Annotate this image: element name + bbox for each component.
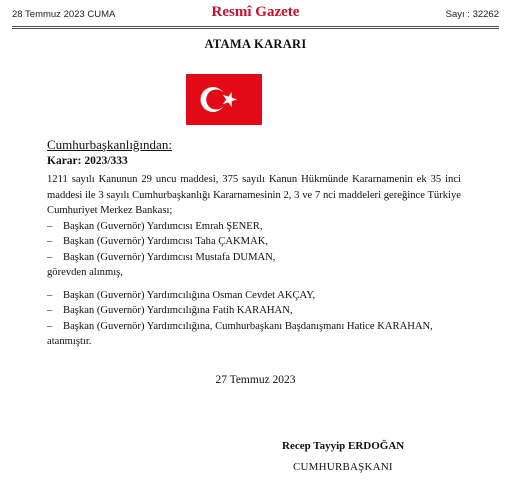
- decision-date: 27 Temmuz 2023: [215, 374, 296, 386]
- appointed-item: [47, 288, 461, 304]
- removed-item: [47, 219, 461, 235]
- list-dash: –: [47, 320, 53, 332]
- gazette-header: [0, 4, 511, 24]
- header-date: 28 Temmuz 2023 CUMA: [12, 9, 116, 20]
- removed-item: [47, 250, 461, 266]
- removed-suffix: görevden alınmış,: [47, 267, 123, 278]
- removed-item: [47, 234, 461, 250]
- document-title: ATAMA KARARI: [204, 37, 307, 51]
- appointed-item-text: Başkan (Guvernör) Yardımcılığına Fatih KARAHAN,: [63, 305, 293, 316]
- list-dash: –: [47, 220, 53, 232]
- header-divider: [12, 26, 499, 27]
- appointed-item: [47, 303, 461, 319]
- removed-item-text: Başkan (Guvernör) Yardımcısı Mustafa DUMAN,: [63, 251, 276, 263]
- gazette-title: Resmî Gazete: [211, 4, 300, 20]
- paragraph-gap: [47, 281, 461, 288]
- removed-item-text: Başkan (Guvernör) Yardımcısı Emrah ŞENER,: [63, 220, 263, 232]
- issuing-authority: Cumhurbaşkanlığından:: [47, 137, 172, 152]
- appointed-suffix: atanmıştır.: [47, 336, 92, 347]
- list-dash: –: [47, 289, 53, 301]
- signer-title: CUMHURBAŞKANI: [293, 461, 393, 473]
- intro-paragraph: 1211 sayılı Kanunun 29 uncu maddesi, 375 sayılı Kanun Hükmünde Kararnamenin ek 35 inci maddesi ile 3 sayılı Cumhurbaşkanlığı Kararnamesinin 2, 3 ve 7 nci maddeleri gereğince Türkiye Cumhuriyet Merkez Bankası;: [47, 174, 461, 216]
- decision-number: Karar: 2023/333: [47, 155, 128, 167]
- list-dash: –: [47, 236, 53, 247]
- decision-body: [47, 172, 461, 350]
- signer-name: Recep Tayyip ERDOĞAN: [282, 440, 405, 452]
- appointed-item-text: Başkan (Guvernör) Yardımcılığına Osman Cevdet AKÇAY,: [63, 289, 316, 301]
- appointed-item-text: Başkan (Guvernör) Yardımcılığına, Cumhurbaşkanı Başdanışmanı Hatice KARAHAN,: [63, 320, 433, 332]
- list-dash: –: [47, 251, 53, 263]
- appointed-item: [47, 319, 461, 335]
- issue-number: Sayı : 32262: [445, 9, 499, 20]
- removed-item-text: Başkan (Guvernör) Yardımcısı Taha ÇAKMAK,: [63, 236, 269, 247]
- header-divider-secondary: [12, 28, 499, 29]
- turkish-flag-icon: [186, 74, 262, 125]
- list-dash: –: [47, 305, 53, 316]
